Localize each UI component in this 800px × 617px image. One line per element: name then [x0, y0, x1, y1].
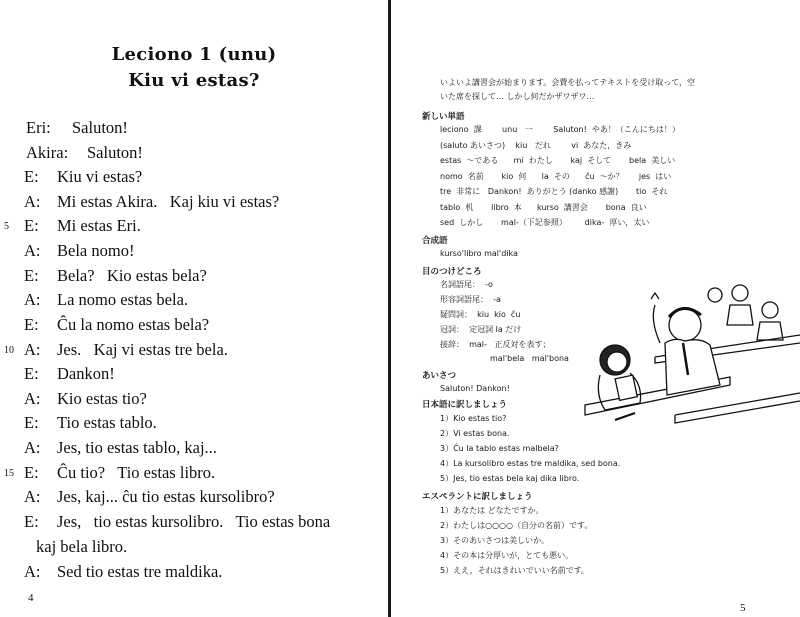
eo-exercise-item: 2）わたしは○○○○（自分の名前）です。 — [440, 521, 593, 530]
dialogue-line: Ĉu tio? Tio estas libro. — [57, 463, 216, 482]
intro-line-1: いよいよ講習会が始まります。会費を払ってテキストを受け取って，空 — [440, 78, 696, 87]
intro-line-2: いた席を探して… しかし何だかザワザワ… — [440, 92, 595, 101]
compound-heading: 合成語 — [422, 236, 448, 246]
dialogue-line: Kiu vi estas? — [57, 167, 143, 186]
dialogue-speaker: A: — [24, 290, 41, 309]
dialogue-speaker: E: — [24, 266, 39, 285]
dialogue-line: Dankon! — [57, 364, 115, 383]
dialogue-line: Jes. Kaj vi estas tre bela. — [57, 340, 228, 359]
vocab-item: (saluto あいさつ) kiu だれ vi あなた，きみ — [440, 140, 632, 150]
left-page — [0, 0, 388, 617]
point-item: 疑問詞： kiu kio ĉu — [440, 310, 521, 319]
dialogue-speaker: Eri: — [26, 118, 51, 137]
line-number: 10 — [4, 345, 14, 356]
lesson-subtitle: Kiu vi estas? — [128, 70, 260, 91]
point-item: 形容詞語尾： -a — [440, 295, 501, 304]
ja-exercise-item: 2）Vi estas bona. — [440, 429, 510, 438]
dialogue-line: Mi estas Eri. — [57, 216, 141, 235]
dialogue-speaker: A: — [24, 438, 41, 457]
dialogue-speaker: E: — [24, 315, 39, 334]
dialogue-speaker: Akira: — [26, 143, 69, 162]
dialogue-line: Jes, tio estas tablo, kaj... — [57, 438, 217, 457]
vocab-item: tablo 机 libro 本 kurso 講習会 bona 良い — [440, 202, 647, 212]
eo-exercise-item: 3）そのあいさつは美しいか。 — [440, 536, 550, 545]
dialogue-speaker: E: — [24, 512, 39, 531]
point-item: 冠詞： 定冠詞 la だけ — [440, 325, 522, 334]
ja-exercise-item: 4）La kursolibro estas tre maldika, sed bona. — [440, 459, 621, 468]
dialogue-speaker: E: — [24, 463, 39, 482]
page-number-left: 4 — [28, 592, 34, 604]
vocab-item: leciono 課 unu 一 Saluton! やあ！（こんにちは！） — [440, 125, 680, 134]
dialogue-speaker: A: — [24, 192, 41, 211]
dialogue-speaker: A: — [24, 562, 41, 581]
vocab-item: tre 非常に Dankon! ありがとう (danko 感謝) tio それ — [440, 187, 668, 196]
vocab-heading: 新しい単語 — [422, 112, 465, 122]
compound-words: kurso'libro mal'dika — [440, 249, 518, 258]
eo-exercise-item: 1）あなたは どなたですか。 — [440, 506, 544, 515]
eo-exercise-heading: エスペラントに訳しましょう — [422, 492, 533, 502]
point-item: mal'bela mal'bona — [490, 354, 569, 363]
vocab-item: estas ～である mi わたし kaj そして bela 美しい — [440, 156, 676, 165]
dialogue-line: Tio estas tablo. — [57, 413, 157, 432]
greet-heading: あいさつ — [422, 371, 457, 381]
points-heading: 目のつけどころ — [422, 267, 482, 277]
eo-exercise-item: 4）その本は分厚いが，とても悪い。 — [440, 551, 574, 560]
dialogue-speaker: E: — [24, 364, 39, 383]
dialogue-line: Saluton! — [87, 143, 143, 162]
lesson-title: Leciono 1 (unu) — [111, 44, 277, 65]
dialogue-line: Mi estas Akira. Kaj kiu vi estas? — [57, 192, 280, 211]
page-number-right: 5 — [740, 602, 746, 614]
eo-exercise-item: 5）ええ，それはきれいでいい名前です。 — [440, 566, 589, 575]
dialogue-line: Jes, tio estas kursolibro. Tio estas bona — [57, 512, 331, 531]
point-item: 接辞： mal- 正反対を表す； — [440, 340, 551, 349]
dialogue-line: Kio estas tio? — [57, 389, 147, 408]
dialogue-line: Bela? Kio estas bela? — [57, 266, 207, 285]
dialogue-speaker: A: — [24, 389, 41, 408]
line-number: 5 — [4, 221, 9, 232]
ja-exercise-item: 3）Ĉu la tablo estas malbela? — [440, 444, 559, 453]
ja-exercise-item: 1）Kio estas tio? — [440, 414, 507, 423]
dialogue-speaker: E: — [24, 413, 39, 432]
dialogue-speaker: E: — [24, 216, 39, 235]
classroom-illustration — [555, 265, 800, 440]
dialogue-line: Sed tio estas tre maldika. — [57, 562, 223, 581]
ja-exercise-heading: 日本語に訳しましょう — [422, 400, 508, 410]
page-divider — [388, 0, 391, 617]
point-item: 名詞語尾： -o — [440, 280, 493, 289]
dialogue-speaker: E: — [24, 167, 39, 186]
dialogue-line: kaj bela libro. — [36, 537, 128, 556]
vocab-item: nomo 名前 kio 何 la その ĉu ～か？ jes はい — [440, 171, 672, 181]
dialogue-speaker: A: — [24, 340, 41, 359]
dialogue-line: Bela nomo! — [57, 241, 135, 260]
dialogue-speaker: A: — [24, 487, 41, 506]
line-number: 15 — [4, 468, 14, 479]
ja-exercise-item: 5）Jes, tio estas bela kaj dika libro. — [440, 474, 580, 483]
dialogue-line: La nomo estas bela. — [57, 290, 189, 309]
dialogue-speaker: A: — [24, 241, 41, 260]
dialogue-line: Ĉu la nomo estas bela? — [57, 315, 210, 334]
dialogue-line: Jes, kaj... ĉu tio estas kursolibro? — [57, 487, 275, 506]
dialogue-line: Saluton! — [72, 118, 128, 137]
vocab-item: sed しかし mal-（下記参照） dika- 厚い，太い — [440, 218, 650, 227]
greet-words: Saluton! Dankon! — [440, 384, 510, 393]
